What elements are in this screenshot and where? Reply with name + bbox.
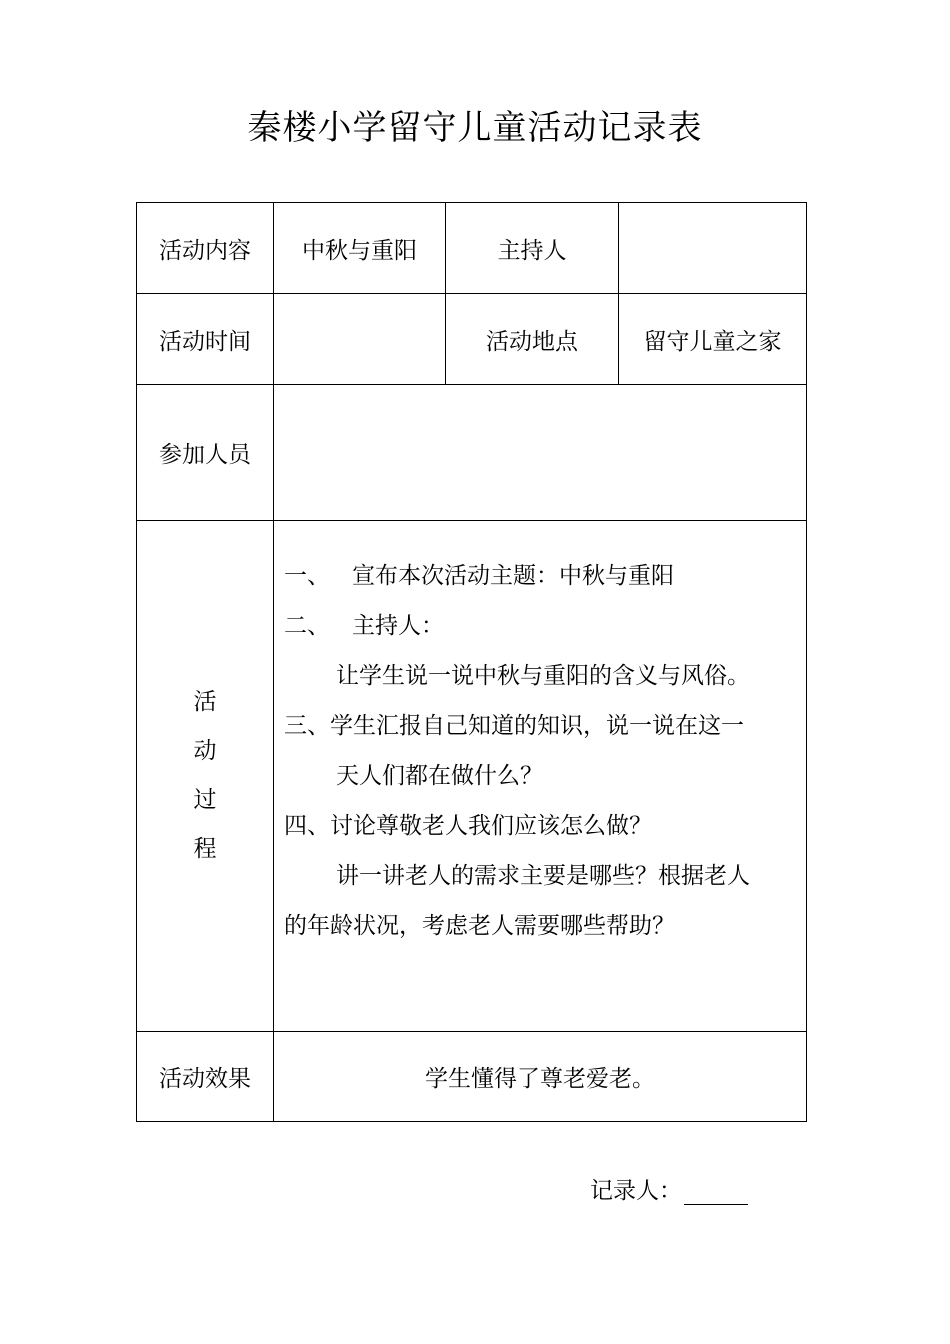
process-item xyxy=(284,551,798,601)
table-row xyxy=(137,385,807,521)
table-row xyxy=(137,1032,807,1122)
process-label-char: 活 xyxy=(193,689,217,715)
label-activity-content: 活动内容 xyxy=(137,203,274,294)
activity-content-value: 中秋与重阳 xyxy=(274,203,446,294)
process-item: 三、学生汇报自己知道的知识，说一说在这一 xyxy=(284,713,744,739)
recorder-line xyxy=(590,1172,748,1205)
table-row xyxy=(137,203,807,294)
label-host: 主持人 xyxy=(446,203,619,294)
item-text: 主持人： xyxy=(352,613,444,639)
process-item: 天人们都在做什么？ xyxy=(336,763,543,789)
item-number: 一、 xyxy=(284,563,330,589)
process-label-char: 过 xyxy=(193,787,217,813)
process-item xyxy=(284,601,798,651)
item-text: 宣布本次活动主题：中秋与重阳 xyxy=(352,563,674,589)
label-activity-process xyxy=(137,521,274,1032)
recorder-label: 记录人： xyxy=(590,1178,682,1204)
process-label-char: 动 xyxy=(193,738,217,764)
activity-effect-value: 学生懂得了尊老爱老。 xyxy=(274,1032,807,1122)
process-item: 的年龄状况，考虑老人需要哪些帮助？ xyxy=(284,913,675,939)
item-number: 二、 xyxy=(284,613,330,639)
process-item: 四、讨论尊敬老人我们应该怎么做？ xyxy=(284,813,652,839)
participants-value xyxy=(274,385,807,521)
activity-record-table xyxy=(136,202,807,1122)
activity-time-value xyxy=(274,294,446,385)
label-activity-time: 活动时间 xyxy=(137,294,274,385)
table-row xyxy=(137,521,807,1032)
label-activity-place: 活动地点 xyxy=(446,294,619,385)
process-label-char: 程 xyxy=(193,836,217,862)
recorder-blank xyxy=(684,1178,748,1205)
label-participants: 参加人员 xyxy=(137,385,274,521)
label-activity-effect: 活动效果 xyxy=(137,1032,274,1122)
activity-place-value: 留守儿童之家 xyxy=(619,294,807,385)
activity-process-content xyxy=(274,521,807,1032)
page-title: 秦楼小学留守儿童活动记录表 xyxy=(247,108,703,148)
host-value xyxy=(619,203,807,294)
table-row xyxy=(137,294,807,385)
process-item: 让学生说一说中秋与重阳的含义与风俗。 xyxy=(336,663,750,689)
process-item: 讲一讲老人的需求主要是哪些？根据老人 xyxy=(336,863,750,889)
